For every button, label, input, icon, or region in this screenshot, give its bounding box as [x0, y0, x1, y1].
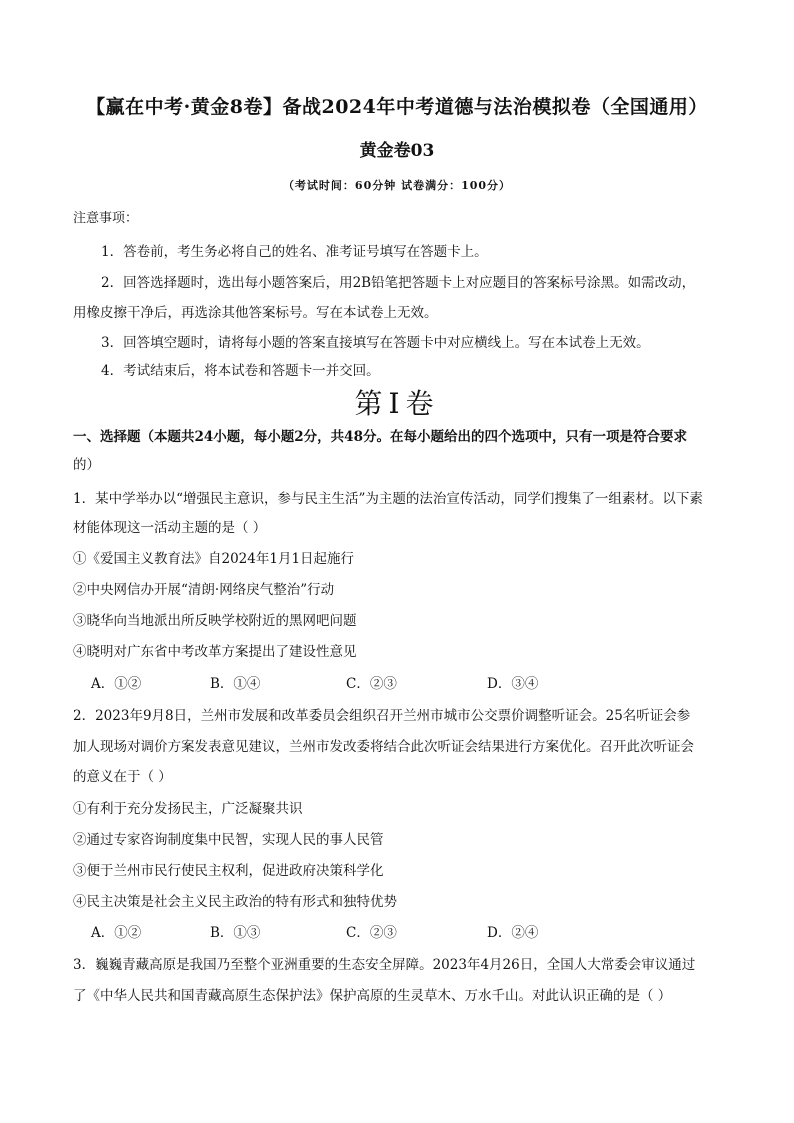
note-item-4: 4．考试结束后，将本试卷和答题卡一并交回。 [101, 363, 380, 379]
q3-stem-line-1: 3．巍巍青藏高原是我国乃至整个亚洲重要的生态安全屏障。2023年4月26日，全国人大常委会审议通过 [73, 957, 696, 973]
q1-option-a: A．①② [91, 676, 142, 692]
q1-statement-4: ④晓明对广东省中考改革方案提出了建设性意见 [73, 644, 357, 660]
section-title: 第I卷 [354, 387, 440, 420]
q2-option-d: D．②④ [487, 925, 539, 941]
paper-subtitle: 黄金卷03 [359, 141, 435, 161]
q2-stem-line-1: 2．2023年9月8日，兰州市发展和改革委员会组织召开兰州市城市公交票价调整听证会。25名听证会参 [73, 708, 691, 724]
q1-statement-2: ②中央网信办开展“清朗·网络戾气整治”行动 [73, 582, 335, 598]
note-item-2-line-1: 2．回答选择题时，选出每小题答案后，用2B铅笔把答题卡上对应题目的答案标号涂黑。如需改动， [101, 275, 696, 291]
q1-option-b: B．①④ [210, 676, 261, 692]
note-item-3: 3．回答填空题时，请将每小题的答案直接填写在答题卡中对应横线上。写在本试卷上无效。 [101, 335, 650, 351]
section-instruction-line-1: 一、选择题（本题共24小题，每小题2分，共48分。在每小题给出的四个选项中，只有一项是符合要求 [73, 429, 687, 445]
q2-stem-line-3: 的意义在于（ ） [73, 769, 172, 785]
page-title: 【赢在中考·黄金8卷】备战2024年中考道德与法治模拟卷（全国通用） [86, 96, 708, 118]
q3-stem-line-2: 了《中华人民共和国青藏高原生态保护法》保护高原的生灵草木、万水千山。对此认识正确的是（ ） [73, 988, 672, 1004]
q2-statement-3: ③便于兰州市民行使民主权利，促进政府决策科学化 [73, 863, 384, 879]
q2-statement-2: ②通过专家咨询制度集中民智，实现人民的事人民管 [73, 832, 384, 848]
exam-info: （考试时间：60分钟 试卷满分：100分） [282, 179, 512, 192]
q2-statement-4: ④民主决策是社会主义民主政治的特有形式和独特优势 [73, 894, 397, 910]
q2-option-c: C．②③ [346, 925, 397, 941]
q1-statement-3: ③晓华向当地派出所反映学校附近的黑网吧问题 [73, 613, 357, 629]
section-instruction-line-2: 的） [73, 457, 100, 473]
q2-statement-1: ①有利于充分发扬民主，广泛凝聚共识 [73, 801, 303, 817]
q2-option-b: B．①③ [210, 925, 261, 941]
q2-option-a: A．①② [91, 925, 142, 941]
q1-option-c: C．②③ [346, 676, 397, 692]
q1-stem-line-2: 材能体现这一活动主题的是（ ） [73, 520, 267, 536]
note-item-2-line-2: 用橡皮擦干净后，再选涂其他答案标号。写在本试卷上无效。 [73, 305, 438, 321]
q1-option-d: D．③④ [487, 676, 539, 692]
notes-heading: 注意事项： [73, 211, 139, 226]
q1-stem-line-1: 1．某中学举办以“增强民主意识，参与民主生活”为主题的法治宣传活动，同学们搜集了一组素材。以下素 [73, 491, 703, 507]
q1-statement-1: ①《爱国主义教育法》自2024年1月1日起施行 [73, 551, 355, 567]
note-item-1: 1．答卷前，考生务必将自己的姓名、准考证号填写在答题卡上。 [101, 244, 488, 260]
q2-stem-line-2: 加人现场对调价方案发表意见建议，兰州市发改委将结合此次听证会结果进行方案优化。召开此次听证会 [73, 739, 694, 755]
